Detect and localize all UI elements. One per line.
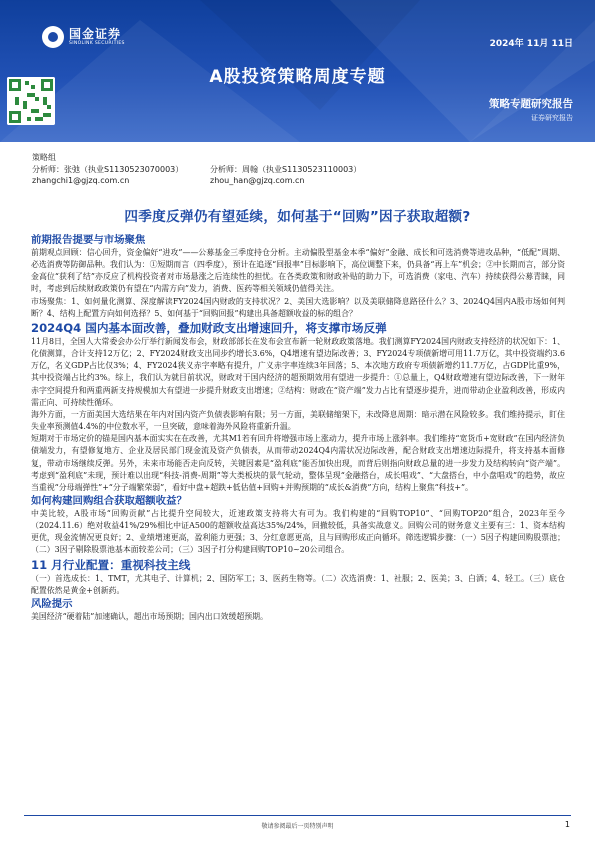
logo-en-text: SINOLINK SECURITIES — [69, 40, 125, 46]
analyst-2: 分析师：周翰（执业S1130523110003） — [210, 164, 362, 174]
section-heading: 风险提示 — [31, 597, 73, 610]
report-category: 证券研究报告 — [531, 114, 573, 122]
analyst-1-email: zhangchi1@gjzq.com.cn — [32, 176, 130, 185]
paragraph: 市场聚焦：1、如何量化测算、深度解读FY2024国内财政的支持状况？2、美国大选影响？以及美联储降息路径什么？3、2024Q4国内A股市场如何判断？4、结构上配置方向如何选择？5、如何基于“回购回报”构建出具备超额收益的标的组合？ — [31, 296, 565, 318]
paragraph: （一）首选成长：1、TMT，尤其电子、计算机；2、国防军工；3、医药生物等。（二）次选消费：1、社服；2、医美；3、白酒；4、轻工。（三）底仓配置依然是黄金+创新药。 — [31, 573, 565, 595]
paragraph: 11月8日，全国人大常委会办公厅举行新闻发布会，财政部部长在发布会宣布新一轮财政政策落地。我们测算FY2024国内财政支持经济的状况如下：1、化债测算，合计支持12万亿；2、FY2024财政支出同步约增长3.6%，Q4增速有望边际改善；3、FY2024专项债新增可用11.7万亿，其中投资端约3.6万亿，名义GDP占比仅3%；4、FY2024狭义赤字率略有提升，广义赤字率连续3年回落；5、本次地方政府专项债新增约11.7万亿，占GDP比重9%，其中投资端占比约3%。综上，我们认为就目前状况，财政对于国内经济的超预期效用有望进一步提升：①总量上，Q4财政增速有望边际改善，下一财年赤字空间提升和两重两新支持规模加大有望进一步提升财政支出增速；②结构：财政在“资产端”发力占比有望逐步提升，进而带动企业盈利改善，形成内需正向、可持续性循环。 — [31, 336, 565, 407]
footer-disclaimer: 敬请参阅最后一页特别声明 — [261, 823, 334, 830]
section-heading: 2024Q4 国内基本面改善，叠加财政支出增速回升，将支撑市场反弹 — [31, 320, 387, 335]
document-title: 四季度反弹仍有望延续，如何基于“回购”因子获取超额? — [124, 209, 471, 225]
report-type: 策略专题研究报告 — [489, 98, 573, 110]
team-name: 策略组 — [32, 153, 56, 162]
page-number: 1 — [564, 820, 570, 829]
paragraph: 海外方面，一方面美国大选结果在年内对国内资产负债表影响有限；另一方面，美联储缩架下，未改降息周期：暗示潜在风险较多。我们维持提示，盯住失业率预测值4.4%的中位数水平，一旦突破，意味着海外风险将重新升温。 — [31, 409, 565, 432]
footer-divider — [24, 815, 571, 816]
company-logo — [42, 26, 125, 48]
author-info — [32, 152, 361, 187]
analyst-2-email: zhou_han@gjzq.com.cn — [210, 176, 305, 185]
section-heading: 前期报告提要与市场聚焦 — [31, 234, 146, 246]
paragraph: 中美比较，A股市场“回购贡献”占比提升空间较大，近速政策支持将大有可为。我们构建的“回购TOP10”、“回购TOP20”组合，2023年至今（2024.11.6）绝对收益41%/29%相比中证A500的超额收益高达35%/24%，回撤较低，具备实战意义。回购公司的财务意义主要有三：1、资本结构更优，现金流情况更良好；2、业绩增速更高，盈利能力更强；3、分红意愿更高，且与回购形成正向循环。筛选逻辑步骤：（一）5因子构建回购股票池；（二）3因子剔除股票池基本面较差公司；（三）3因子打分构建回购TOP10~20公司组合。 — [31, 508, 565, 555]
logo-icon — [42, 26, 64, 48]
logo-cn-text: 国金证券 — [69, 26, 122, 41]
report-header — [0, 0, 595, 142]
report-date: 2024年 11月 11日 — [489, 39, 573, 49]
paragraph: 前期观点回顾：信心回升，资金偏好“进攻”——公募基金三季度持仓分析。主动偏股型基金本季“偏好”金融、成长和可选消费等进攻品种，“低配”周期、必选消费等防御品种。我们认为：①短期而言（四季度），预计在追逐“回报率”目标影响下，高位调整下来，仍具备“再上车”机会；②中长期而言，部分资金高位“获利了结”亦反应了机构投资者对市场悬涨之后连续性的担忧。在各类政策和财政补贴的助力下，可选消费（家电、汽车）持续获得公募青睐，同时，考虑到后续财政政策仍有望在“内需方向”发力，消费、医药等相关领域仍值得关注。 — [31, 248, 565, 294]
paragraph: 美国经济“硬着陆”加速确认，超出市场预期；国内出口效缓超预期。 — [31, 611, 268, 621]
section-heading: 如何构建回购组合获取超额收益？ — [31, 494, 187, 507]
section-heading: 11 月行业配置：重视科技主线 — [31, 557, 191, 572]
qr-code-icon — [7, 77, 55, 125]
paragraph: 短期对于市场定价的锚是国内基本面实实在在改善，尤其M1若有回升将增强市场上涨动力，提升市场上涨斜率。我们维持“宽货币+宽财政”在国内经济负债端发力，有望修复地方、企业及居民部门现金流及资产负债表，从而带动2024Q4内需状况边际改善，配合财政支出增速边际提升，将支持基本面修复，带动市场继续反弹。另外，未来市场能否走向反转，关键因素是“盈利底”能否加快出现，而背后则指向财政总量的进一步发力及结构转向“资产端”。考虑到“盈利底”未现，预计难以出现“科技-消费-周期”等大类板块的景气轮动，整体呈现“金融搭台，成长唱戏”、“大盘搭台，中小盘唱戏”的趋势，故应当重视“分母端弹性”+“分子端繁荣弱”，看好中盘+超跌+低估值+回购+并购预期的“成长&消费”方向，结构上聚焦“科技+”。 — [31, 434, 565, 492]
analyst-1: 分析师：张弛（执业S1130523070003） — [32, 164, 184, 174]
report-main-title: A股投资策略周度专题 — [209, 67, 386, 87]
report-body — [31, 233, 565, 623]
